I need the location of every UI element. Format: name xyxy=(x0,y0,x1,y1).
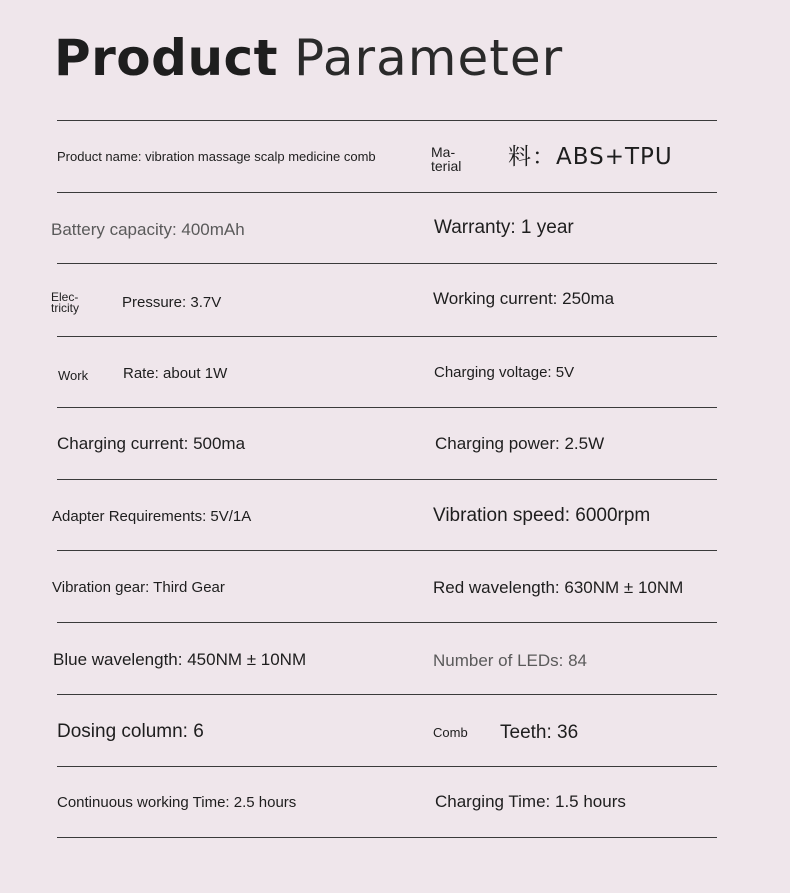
page-title xyxy=(54,28,563,88)
title-bold: Product xyxy=(54,29,279,87)
working-current: Working current: 250ma xyxy=(433,289,615,308)
vibration-gear: Vibration gear: Third Gear xyxy=(52,579,225,596)
work-label: Work xyxy=(58,368,89,383)
charging-voltage: Charging voltage: 5V xyxy=(434,364,575,381)
charging-time: Charging Time: 1.5 hours xyxy=(435,792,626,811)
divider xyxy=(57,622,717,623)
warranty: Warranty: 1 year xyxy=(434,217,574,238)
charging-current: Charging current: 500ma xyxy=(57,434,246,453)
material-value: 料：ABS+TPU xyxy=(508,144,673,170)
divider xyxy=(57,120,717,121)
electricity-label-line2: tricity xyxy=(51,301,79,315)
number-of-leds: Number of LEDs: 84 xyxy=(433,651,588,670)
divider xyxy=(57,837,717,838)
product-name: Product name: vibration massage scalp medicine comb xyxy=(57,149,376,164)
electricity-label-line1: Elec- xyxy=(51,290,79,304)
material-label-line1: Ma- xyxy=(431,144,456,160)
blue-wavelength: Blue wavelength: 450NM ± 10NM xyxy=(53,650,307,669)
title-light: Parameter xyxy=(294,29,564,87)
charging-power: Charging power: 2.5W xyxy=(435,434,605,453)
divider xyxy=(57,766,717,767)
rate-value: Rate: about 1W xyxy=(123,365,228,382)
comb-label: Comb xyxy=(433,725,468,740)
divider xyxy=(57,192,717,193)
dosing-column: Dosing column: 6 xyxy=(57,721,204,742)
red-wavelength: Red wavelength: 630NM ± 10NM xyxy=(433,578,684,597)
divider xyxy=(57,479,717,480)
teeth-value: Teeth: 36 xyxy=(500,722,579,743)
divider xyxy=(57,694,717,695)
battery-capacity: Battery capacity: 400mAh xyxy=(51,220,245,239)
continuous-working-time: Continuous working Time: 2.5 hours xyxy=(57,794,297,811)
pressure-value: Pressure: 3.7V xyxy=(122,294,222,311)
adapter-requirements: Adapter Requirements: 5V/1A xyxy=(52,508,252,525)
divider xyxy=(57,407,717,408)
material-label-line2: terial xyxy=(431,158,462,174)
divider xyxy=(57,550,717,551)
electricity-label xyxy=(51,292,79,314)
divider xyxy=(57,263,717,264)
material-label xyxy=(431,145,461,173)
vibration-speed: Vibration speed: 6000rpm xyxy=(433,505,651,526)
divider xyxy=(57,336,717,337)
